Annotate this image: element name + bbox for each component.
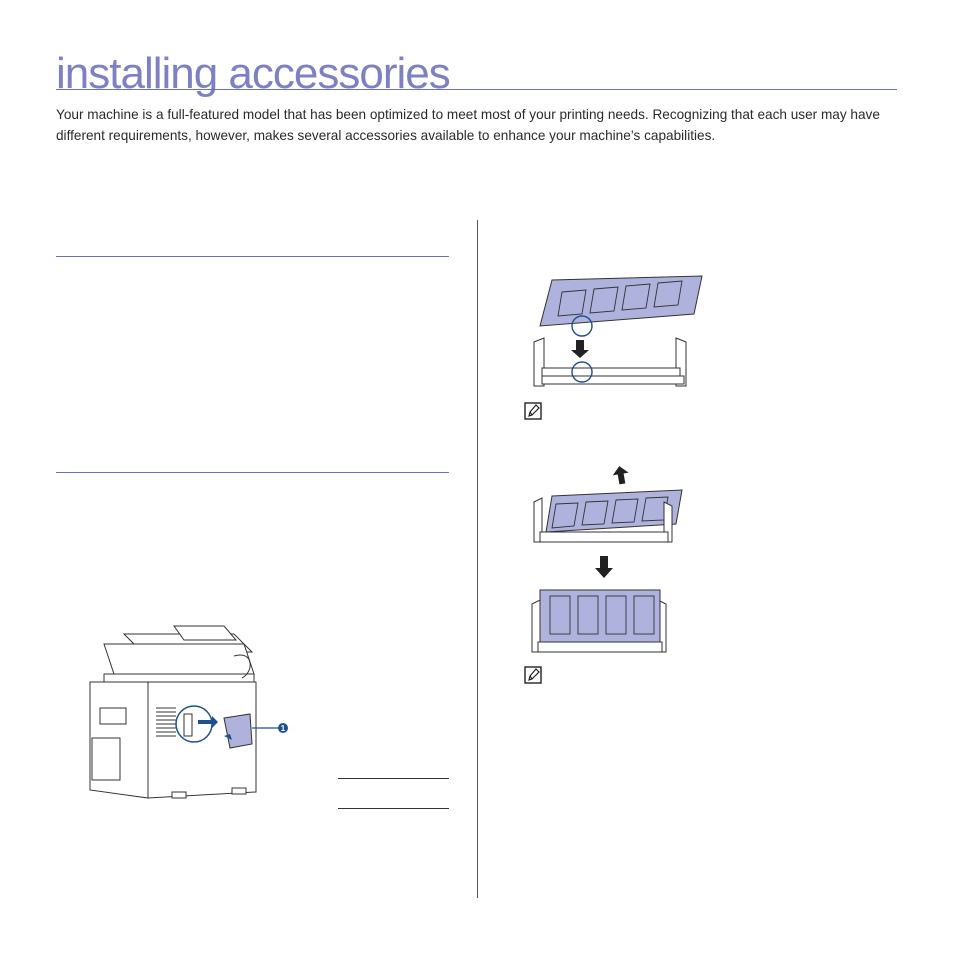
memory-installed-illustration xyxy=(530,586,675,656)
section-rule-1 xyxy=(56,256,449,257)
section-rule-2 xyxy=(56,472,449,473)
intro-paragraph: Your machine is a full-featured model that has been optimized to meet most of your printing needs. Recognizing that each user may have different requirements, however, makes several accessories available to enhance your machine’s capabilities. xyxy=(56,107,880,143)
memory-insert-illustration xyxy=(530,274,710,392)
arrow-down-icon xyxy=(571,340,589,358)
arrow-up-curved-icon xyxy=(611,465,630,486)
column-divider xyxy=(477,220,478,898)
title-rule xyxy=(56,89,897,90)
note-pencil-icon xyxy=(524,666,542,684)
note-pencil-icon xyxy=(524,402,542,420)
printer-rear-illustration xyxy=(84,622,294,806)
short-rule-2 xyxy=(338,808,449,809)
callout-number: 1 xyxy=(280,724,286,733)
arrow-down-icon xyxy=(594,556,614,580)
memory-seated-illustration xyxy=(530,462,690,548)
short-rule-1 xyxy=(338,778,449,779)
page-title: installing accessories xyxy=(56,49,450,98)
